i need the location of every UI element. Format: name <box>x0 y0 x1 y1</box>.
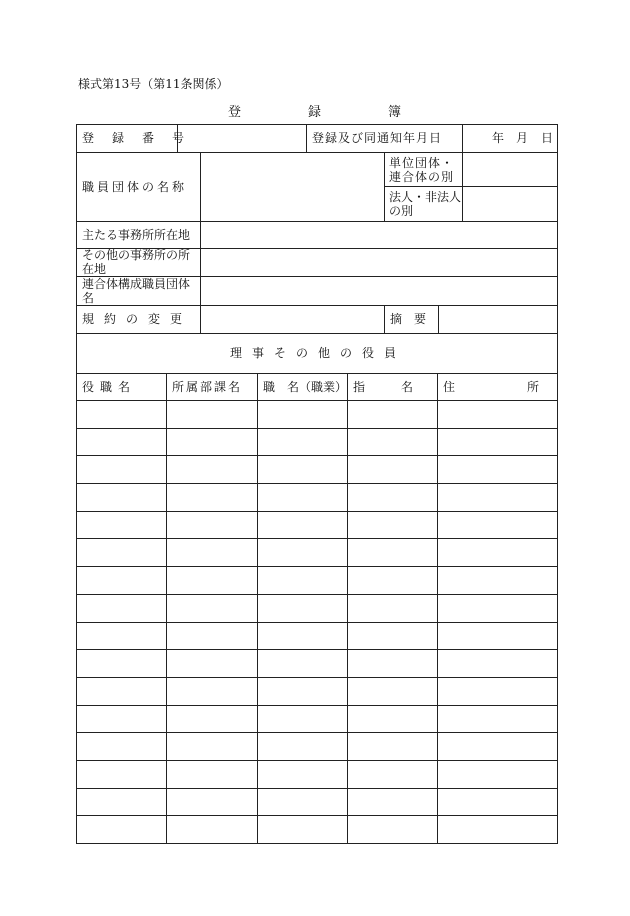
table-cell[interactable] <box>437 538 558 567</box>
table-cell[interactable] <box>257 483 348 512</box>
table-cell[interactable] <box>437 705 558 733</box>
table-cell[interactable] <box>437 566 558 595</box>
table-cell[interactable] <box>76 455 167 484</box>
table-cell[interactable] <box>76 400 167 429</box>
officers-section-title: 理事その他の役員 <box>230 346 407 360</box>
table-cell[interactable] <box>76 428 167 456</box>
table-cell[interactable] <box>347 538 438 567</box>
table-cell[interactable] <box>257 705 348 733</box>
table-cell[interactable] <box>76 760 167 789</box>
page-title <box>0 101 630 119</box>
table-cell[interactable] <box>76 483 167 512</box>
date-day: 日 <box>541 131 554 145</box>
table-cell[interactable] <box>437 428 558 456</box>
table-cell[interactable] <box>257 732 348 761</box>
table-cell[interactable] <box>257 594 348 623</box>
table-cell[interactable] <box>347 428 438 456</box>
table-cell[interactable] <box>257 788 348 816</box>
bylaw-changes-field[interactable] <box>200 305 385 334</box>
bylaw-changes-label: 規約の変更 <box>82 312 193 326</box>
table-cell[interactable] <box>257 428 348 456</box>
table-cell[interactable] <box>166 815 258 844</box>
table-cell[interactable] <box>257 566 348 595</box>
table-cell[interactable] <box>257 815 348 844</box>
column-header-nomination: 指 名 <box>353 380 426 394</box>
table-cell[interactable] <box>437 455 558 484</box>
table-cell[interactable] <box>347 649 438 678</box>
table-cell[interactable] <box>347 788 438 816</box>
table-cell[interactable] <box>347 705 438 733</box>
table-cell[interactable] <box>166 705 258 733</box>
table-cell[interactable] <box>166 400 258 429</box>
table-cell[interactable] <box>347 732 438 761</box>
table-cell[interactable] <box>257 760 348 789</box>
org-name-field[interactable] <box>200 152 385 222</box>
table-cell[interactable] <box>347 594 438 623</box>
other-offices-field[interactable] <box>200 248 558 277</box>
table-cell[interactable] <box>347 760 438 789</box>
table-cell[interactable] <box>347 511 438 539</box>
org-name-label: 職員団体の名称 <box>82 180 188 194</box>
table-cell[interactable] <box>437 677 558 706</box>
table-cell[interactable] <box>257 538 348 567</box>
table-cell[interactable] <box>437 760 558 789</box>
table-cell[interactable] <box>437 732 558 761</box>
unit-federation-field[interactable] <box>462 152 558 187</box>
registration-number-label: 登 録 番 号 <box>82 131 188 145</box>
unit-federation-label: 単位団体・連合体の別 <box>389 156 455 184</box>
table-cell[interactable] <box>166 677 258 706</box>
date-month: 月 <box>516 131 529 145</box>
table-cell[interactable] <box>437 815 558 844</box>
table-cell[interactable] <box>166 788 258 816</box>
table-cell[interactable] <box>166 483 258 512</box>
table-cell[interactable] <box>76 705 167 733</box>
title-char: 登 <box>228 105 242 120</box>
table-cell[interactable] <box>76 677 167 706</box>
table-cell[interactable] <box>76 815 167 844</box>
table-cell[interactable] <box>166 566 258 595</box>
table-cell[interactable] <box>347 483 438 512</box>
table-cell[interactable] <box>166 511 258 539</box>
table-cell[interactable] <box>347 566 438 595</box>
table-cell[interactable] <box>166 622 258 650</box>
table-cell[interactable] <box>76 732 167 761</box>
table-cell[interactable] <box>76 594 167 623</box>
table-cell[interactable] <box>257 622 348 650</box>
table-cell[interactable] <box>257 677 348 706</box>
main-office-field[interactable] <box>200 221 558 249</box>
date-year: 年 <box>492 131 505 145</box>
table-cell[interactable] <box>76 788 167 816</box>
table-cell[interactable] <box>166 760 258 789</box>
table-cell[interactable] <box>437 788 558 816</box>
table-cell[interactable] <box>437 622 558 650</box>
table-cell[interactable] <box>347 677 438 706</box>
table-cell[interactable] <box>166 649 258 678</box>
other-offices-label: その他の事務所の所在地 <box>82 248 191 276</box>
table-cell[interactable] <box>347 622 438 650</box>
corporate-field[interactable] <box>462 186 558 222</box>
form-number: 様式第13号（第11条関係） <box>78 77 229 91</box>
table-cell[interactable] <box>437 400 558 429</box>
registration-number-field[interactable] <box>177 124 307 153</box>
table-cell[interactable] <box>76 538 167 567</box>
table-cell[interactable] <box>437 649 558 678</box>
table-cell[interactable] <box>166 732 258 761</box>
column-header-department: 所属部課名 <box>172 380 243 394</box>
table-cell[interactable] <box>347 455 438 484</box>
column-header-address: 住 所 <box>443 380 570 394</box>
table-cell[interactable] <box>437 483 558 512</box>
table-cell[interactable] <box>257 649 348 678</box>
table-cell[interactable] <box>166 538 258 567</box>
summary-field[interactable] <box>438 305 558 334</box>
table-cell[interactable] <box>166 428 258 456</box>
column-header-job: 職 名（職業） <box>263 380 348 394</box>
table-cell[interactable] <box>437 594 558 623</box>
notification-date-label: 登録及び同通知年月日 <box>312 131 443 145</box>
corporate-label: 法人・非法人の別 <box>389 190 462 218</box>
table-cell[interactable] <box>257 511 348 539</box>
main-office-label: 主たる事務所所在地 <box>82 228 191 242</box>
member-orgs-label: 連合体構成職員団体名 <box>82 277 191 305</box>
table-cell[interactable] <box>76 511 167 539</box>
table-cell[interactable] <box>76 566 167 595</box>
table-cell[interactable] <box>76 622 167 650</box>
member-orgs-field[interactable] <box>200 276 558 306</box>
summary-label: 摘 要 <box>390 312 427 326</box>
title-char: 簿 <box>388 105 402 120</box>
table-cell[interactable] <box>166 594 258 623</box>
table-cell[interactable] <box>257 455 348 484</box>
table-cell[interactable] <box>76 649 167 678</box>
table-cell[interactable] <box>347 815 438 844</box>
table-cell[interactable] <box>257 400 348 429</box>
column-header-role: 役職名 <box>82 380 137 394</box>
table-cell[interactable] <box>166 455 258 484</box>
table-cell[interactable] <box>437 511 558 539</box>
title-char: 録 <box>308 105 322 120</box>
table-cell[interactable] <box>347 400 438 429</box>
